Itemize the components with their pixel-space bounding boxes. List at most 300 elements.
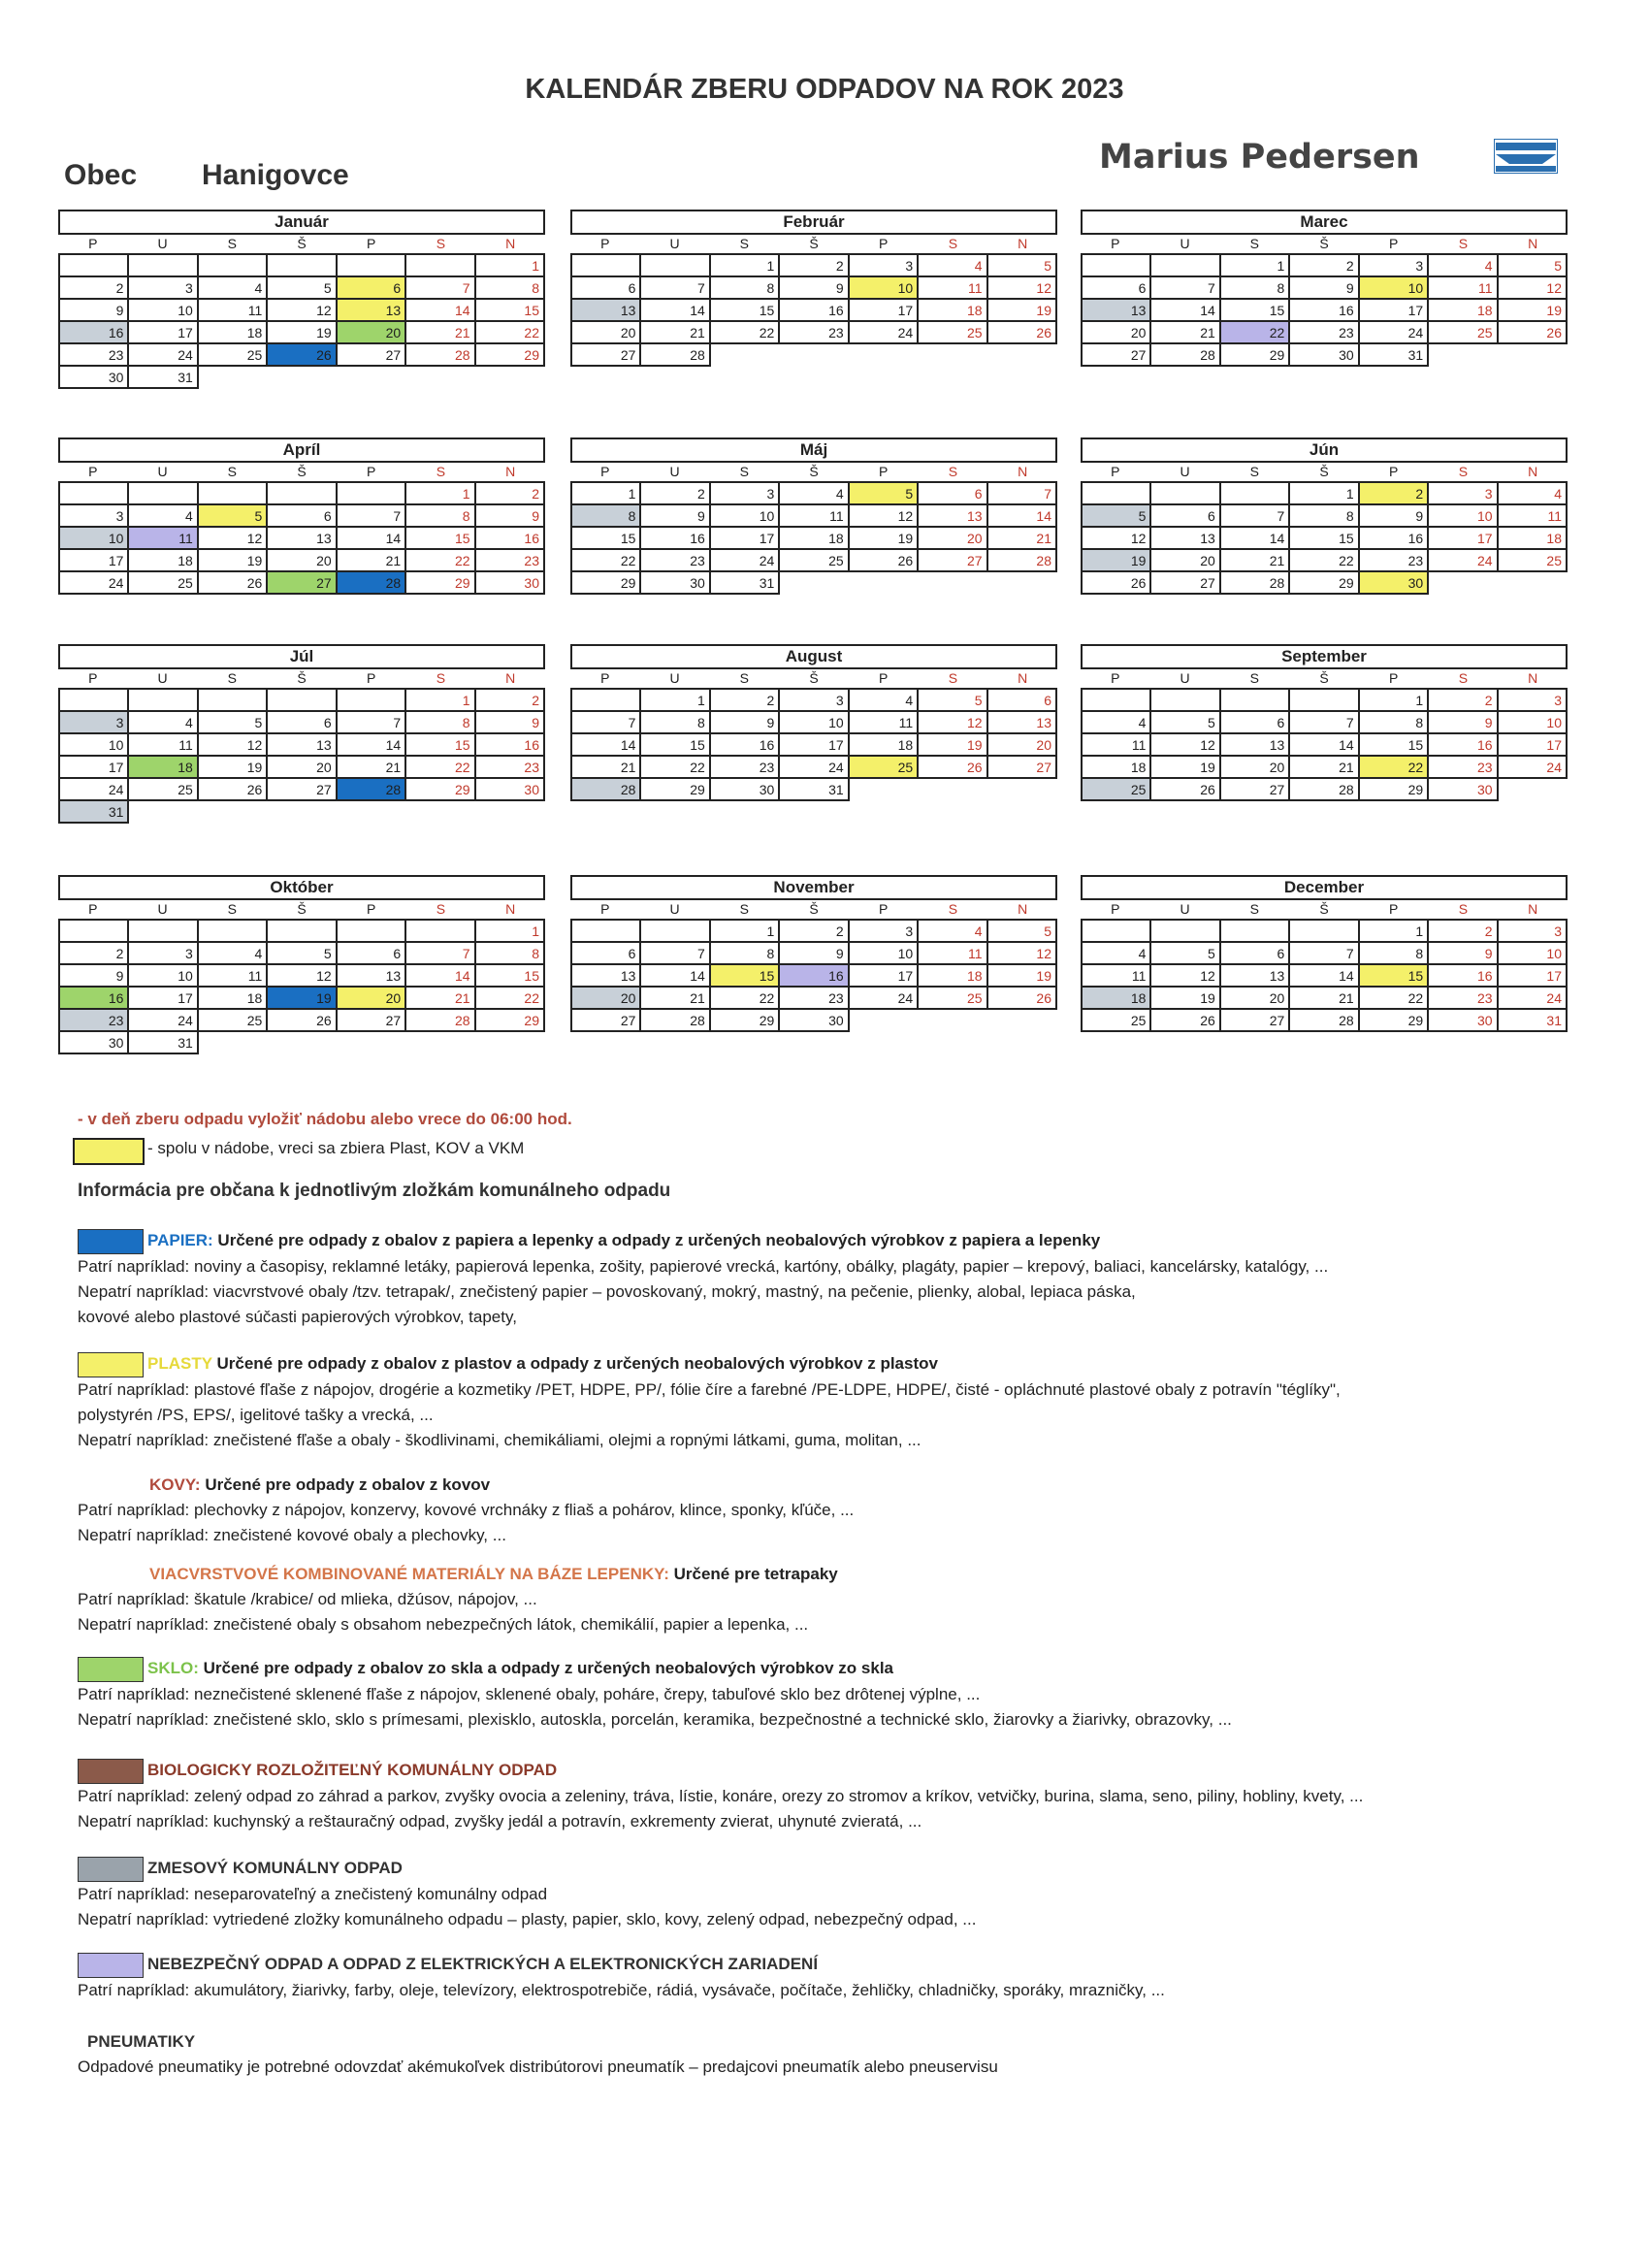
day-cell: 12 [1151, 734, 1220, 757]
empty-cell [60, 690, 129, 712]
day-cell: 4 [850, 690, 919, 712]
weekday-header [1081, 900, 1568, 919]
weekday-label: U [157, 901, 168, 917]
day-cell: 7 [1290, 712, 1359, 734]
weekday-label: Š [1319, 464, 1329, 479]
day-cell: 16 [711, 734, 780, 757]
weekday-header [58, 463, 545, 481]
day-cell: 22 [1360, 757, 1429, 779]
day-cell: 3 [1360, 255, 1429, 277]
day-cell: 26 [268, 344, 337, 367]
day-cell: 20 [268, 757, 337, 779]
day-cell: 20 [268, 550, 337, 572]
month-0 [58, 210, 545, 389]
day-cell: 12 [988, 277, 1057, 300]
day-cell: 28 [338, 779, 406, 801]
section-label: PNEUMATIKY [87, 2032, 196, 2051]
day-cell: 21 [406, 988, 475, 1010]
weekday-label: Š [297, 670, 307, 686]
weekday-header [570, 235, 1057, 253]
day-cell: 9 [641, 505, 710, 528]
day-cell: 3 [60, 712, 129, 734]
day-cell: 21 [1290, 988, 1359, 1010]
weekday-label: S [1249, 236, 1259, 251]
empty-cell [1221, 690, 1290, 712]
section-line: Nepatrí napríklad: znečistené sklo, sklo s prímesami, plexisklo, autoskla, porcelán, keramika, bezpečnostné a technické sklo, žiarovky a žiarivky, obrazovky, ... [78, 1709, 1232, 1729]
weekday-label: P [1389, 464, 1399, 479]
day-cell: 13 [988, 712, 1057, 734]
day-cell: 14 [1221, 528, 1290, 550]
day-cell: 6 [572, 943, 641, 965]
empty-cell [199, 921, 268, 943]
day-cell: 23 [1290, 322, 1359, 344]
day-cell: 28 [641, 1010, 710, 1032]
empty-cell [199, 690, 268, 712]
day-cell: 11 [919, 277, 987, 300]
day-cell: 20 [338, 322, 406, 344]
month-name: Marec [1081, 210, 1568, 235]
day-cell: 10 [1429, 505, 1498, 528]
section-color-swatch [78, 1857, 144, 1882]
day-cell: 24 [129, 1010, 198, 1032]
day-cell: 17 [60, 550, 129, 572]
day-cell: 24 [850, 988, 919, 1010]
day-cell: 9 [1429, 712, 1498, 734]
day-cell: 22 [406, 550, 475, 572]
day-cell: 9 [1290, 277, 1359, 300]
day-cell: 14 [406, 965, 475, 988]
day-cell: 22 [1360, 988, 1429, 1010]
empty-cell [1083, 690, 1151, 712]
weekday-label: S [227, 670, 237, 686]
month-name: Október [58, 875, 545, 900]
day-cell: 25 [1429, 322, 1498, 344]
day-cell: 3 [60, 505, 129, 528]
day-cell: 28 [1151, 344, 1220, 367]
day-cell: 28 [406, 344, 475, 367]
day-cell: 3 [1429, 483, 1498, 505]
empty-cell [268, 690, 337, 712]
day-cell: 25 [850, 757, 919, 779]
day-cell: 6 [572, 277, 641, 300]
month-days [570, 253, 1057, 367]
day-cell: 2 [1360, 483, 1429, 505]
section-color-swatch [78, 1352, 144, 1377]
day-cell: 8 [1221, 277, 1290, 300]
weekday-label: U [157, 670, 168, 686]
weekday-label: P [600, 670, 610, 686]
day-cell: 30 [476, 572, 545, 595]
day-cell: 2 [1290, 255, 1359, 277]
weekday-label: U [1180, 670, 1190, 686]
day-cell: 28 [641, 344, 710, 367]
weekday-label: S [1249, 901, 1259, 917]
weekday-label: S [227, 901, 237, 917]
day-cell: 4 [199, 943, 268, 965]
weekday-label: P [1111, 670, 1120, 686]
weekday-label: P [1111, 464, 1120, 479]
day-cell: 18 [919, 965, 987, 988]
day-cell: 31 [60, 801, 129, 824]
weekday-label: P [879, 464, 889, 479]
day-cell: 23 [60, 344, 129, 367]
day-cell: 25 [199, 1010, 268, 1032]
weekday-label: S [739, 670, 749, 686]
day-cell: 16 [60, 322, 129, 344]
day-cell: 9 [476, 505, 545, 528]
day-cell: 30 [60, 1032, 129, 1054]
month-1 [570, 210, 1057, 367]
day-cell: 7 [338, 712, 406, 734]
day-cell: 13 [338, 300, 406, 322]
day-cell: 3 [850, 921, 919, 943]
section-heading [78, 1228, 1591, 1254]
empty-cell [338, 483, 406, 505]
day-cell: 17 [1499, 734, 1568, 757]
day-cell: 17 [129, 988, 198, 1010]
day-cell: 12 [1151, 965, 1220, 988]
day-cell: 22 [711, 988, 780, 1010]
day-cell: 31 [1360, 344, 1429, 367]
day-cell: 13 [1221, 734, 1290, 757]
day-cell: 6 [338, 277, 406, 300]
waste-section [78, 2029, 1591, 2080]
day-cell: 29 [711, 1010, 780, 1032]
day-cell: 5 [268, 277, 337, 300]
day-cell: 8 [1290, 505, 1359, 528]
day-cell: 19 [1083, 550, 1151, 572]
weekday-label: P [600, 236, 610, 251]
day-cell: 21 [988, 528, 1057, 550]
empty-cell [572, 690, 641, 712]
day-cell: 25 [129, 572, 198, 595]
day-cell: 20 [572, 988, 641, 1010]
day-cell: 6 [338, 943, 406, 965]
day-cell: 29 [641, 779, 710, 801]
day-cell: 26 [988, 322, 1057, 344]
day-cell: 27 [1151, 572, 1220, 595]
day-cell: 5 [1151, 943, 1220, 965]
day-cell: 14 [406, 300, 475, 322]
day-cell: 9 [60, 965, 129, 988]
month-days [1081, 253, 1568, 367]
weekday-label: Š [1319, 670, 1329, 686]
day-cell: 13 [338, 965, 406, 988]
day-cell: 28 [572, 779, 641, 801]
day-cell: 21 [338, 550, 406, 572]
village-name: Hanigovce [202, 159, 349, 191]
month-name: November [570, 875, 1057, 900]
day-cell: 18 [129, 550, 198, 572]
month-name: Február [570, 210, 1057, 235]
weekday-label: N [1528, 236, 1538, 251]
day-cell: 29 [1360, 1010, 1429, 1032]
empty-cell [268, 483, 337, 505]
empty-cell [199, 483, 268, 505]
day-cell: 12 [199, 528, 268, 550]
section-color-swatch [78, 1229, 144, 1254]
empty-cell [1083, 255, 1151, 277]
day-cell: 25 [1499, 550, 1568, 572]
day-cell: 14 [988, 505, 1057, 528]
day-cell: 3 [1499, 921, 1568, 943]
day-cell: 20 [1221, 988, 1290, 1010]
weekday-label: S [948, 901, 958, 917]
day-cell: 18 [129, 757, 198, 779]
month-8 [1081, 644, 1568, 801]
day-cell: 6 [268, 712, 337, 734]
empty-cell [268, 255, 337, 277]
day-cell: 16 [476, 734, 545, 757]
day-cell: 14 [1290, 734, 1359, 757]
day-cell: 24 [850, 322, 919, 344]
month-days [58, 481, 545, 595]
section-heading [78, 1758, 1591, 1784]
day-cell: 12 [988, 943, 1057, 965]
day-cell: 18 [199, 988, 268, 1010]
month-name: December [1081, 875, 1568, 900]
weekday-label: P [88, 901, 98, 917]
day-cell: 18 [1083, 757, 1151, 779]
day-cell: 12 [850, 505, 919, 528]
day-cell: 6 [1083, 277, 1151, 300]
weekday-label: U [1180, 464, 1190, 479]
day-cell: 14 [338, 528, 406, 550]
section-line: kovové alebo plastové súčasti papierových výrobkov, tapety, [78, 1307, 517, 1326]
day-cell: 3 [850, 255, 919, 277]
section-line: Patrí napríklad: škatule /krabice/ od mlieka, džúsov, nápojov, ... [78, 1590, 537, 1608]
weekday-label: S [1458, 670, 1469, 686]
day-cell: 10 [129, 965, 198, 988]
weekday-label: N [505, 901, 516, 917]
weekday-label: S [436, 901, 446, 917]
day-cell: 24 [1499, 988, 1568, 1010]
day-cell: 24 [711, 550, 780, 572]
section-heading [78, 1952, 1591, 1978]
weekday-label: S [227, 236, 237, 251]
day-cell: 27 [268, 779, 337, 801]
weekday-label: N [1018, 236, 1028, 251]
section-line: Patrí napríklad: plastové fľaše z nápojov, drogérie a kozmetiky /PET, HDPE, PP/, fólie číre a farebné /PE-LDPE, HDPE/, čisté - opláchnuté plastové obaly z potravín "téglíky", [78, 1379, 1341, 1399]
day-cell: 14 [1290, 965, 1359, 988]
month-name: Január [58, 210, 545, 235]
day-cell: 4 [1083, 943, 1151, 965]
day-cell: 13 [268, 734, 337, 757]
day-cell: 21 [641, 988, 710, 1010]
day-cell: 28 [988, 550, 1057, 572]
empty-cell [60, 255, 129, 277]
day-cell: 28 [1290, 1010, 1359, 1032]
weekday-label: U [157, 236, 168, 251]
day-cell: 4 [199, 277, 268, 300]
day-cell: 27 [1221, 779, 1290, 801]
section-heading [78, 1656, 1591, 1682]
weekday-header [58, 900, 545, 919]
month-7 [570, 644, 1057, 801]
month-5 [1081, 437, 1568, 595]
day-cell: 3 [129, 277, 198, 300]
day-cell: 22 [572, 550, 641, 572]
month-days [570, 919, 1057, 1032]
day-cell: 15 [476, 965, 545, 988]
day-cell: 11 [1429, 277, 1498, 300]
empty-cell [1151, 255, 1220, 277]
section-line: Patrí napríklad: noviny a časopisy, reklamné letáky, papierová lepenka, zošity, papierové vrecká, kartóny, obálky, plagáty, papier – krepový, baliaci, kancelársky, katalógy, ... [78, 1256, 1329, 1276]
day-cell: 16 [476, 528, 545, 550]
day-cell: 22 [711, 322, 780, 344]
weekday-label: Š [809, 236, 819, 251]
empty-cell [1083, 483, 1151, 505]
day-cell: 1 [406, 483, 475, 505]
day-cell: 18 [1499, 528, 1568, 550]
day-cell: 25 [1083, 1010, 1151, 1032]
day-cell: 29 [1360, 779, 1429, 801]
month-days [58, 253, 545, 389]
day-cell: 22 [476, 322, 545, 344]
day-cell: 2 [476, 690, 545, 712]
month-9 [58, 875, 545, 1054]
section-line: Patrí napríklad: plechovky z nápojov, konzervy, kovové vrchnáky z fliaš a pohárov, klince, sponky, kľúče, ... [78, 1501, 855, 1519]
section-title: Určené pre odpady z obalov z plastov a odpady z určených neobalových výrobkov z plastov [216, 1354, 938, 1373]
day-cell: 12 [268, 300, 337, 322]
day-cell: 11 [129, 528, 198, 550]
day-cell: 15 [1360, 734, 1429, 757]
day-cell: 1 [476, 921, 545, 943]
day-cell: 6 [1221, 943, 1290, 965]
weekday-label: N [1018, 901, 1028, 917]
section-line: Nepatrí napríklad: kuchynský a reštauračný odpad, zvyšky jedál a potravín, exkrementy zvierat, uhynuté zvieratá, ... [78, 1811, 922, 1831]
day-cell: 24 [1360, 322, 1429, 344]
empty-cell [199, 255, 268, 277]
weekday-header [570, 900, 1057, 919]
month-days [1081, 688, 1568, 801]
day-cell: 26 [268, 1010, 337, 1032]
day-cell: 1 [1221, 255, 1290, 277]
day-cell: 10 [60, 734, 129, 757]
day-cell: 7 [1151, 277, 1220, 300]
day-cell: 4 [129, 712, 198, 734]
day-cell: 5 [919, 690, 987, 712]
day-cell: 2 [60, 277, 129, 300]
day-cell: 30 [641, 572, 710, 595]
empty-cell [1221, 921, 1290, 943]
day-cell: 17 [60, 757, 129, 779]
day-cell: 30 [60, 367, 129, 389]
section-line: Nepatrí napríklad: vytriedené zložky komunálneho odpadu – plasty, papier, sklo, kovy, zelený odpad, nebezpečný odpad, ... [78, 1909, 977, 1928]
day-cell: 30 [1360, 572, 1429, 595]
weekday-label: P [367, 236, 376, 251]
company-logo-icon [1494, 139, 1558, 174]
day-cell: 7 [406, 277, 475, 300]
day-cell: 20 [572, 322, 641, 344]
day-cell: 5 [199, 712, 268, 734]
day-cell: 24 [60, 572, 129, 595]
day-cell: 10 [1499, 712, 1568, 734]
day-cell: 5 [850, 483, 919, 505]
section-line: Nepatrí napríklad: znečistené kovové obaly a plechovky, ... [78, 1526, 506, 1544]
day-cell: 25 [1083, 779, 1151, 801]
day-cell: 5 [988, 921, 1057, 943]
section-label: NEBEZPEČNÝ ODPAD A ODPAD Z ELEKTRICKÝCH A ELEKTRONICKÝCH ZARIADENÍ [147, 1955, 819, 1973]
month-11 [1081, 875, 1568, 1032]
day-cell: 12 [268, 965, 337, 988]
month-days [1081, 481, 1568, 595]
day-cell: 8 [406, 712, 475, 734]
day-cell: 13 [268, 528, 337, 550]
day-cell: 15 [406, 528, 475, 550]
day-cell: 15 [572, 528, 641, 550]
weekday-label: P [1111, 901, 1120, 917]
weekday-label: Š [809, 670, 819, 686]
day-cell: 21 [406, 322, 475, 344]
section-heading [78, 1473, 1591, 1498]
day-cell: 30 [1290, 344, 1359, 367]
weekday-label: Š [297, 901, 307, 917]
day-cell: 11 [1083, 965, 1151, 988]
day-cell: 19 [919, 734, 987, 757]
day-cell: 27 [338, 344, 406, 367]
day-cell: 22 [406, 757, 475, 779]
day-cell: 10 [1360, 277, 1429, 300]
day-cell: 29 [476, 1010, 545, 1032]
day-cell: 8 [641, 712, 710, 734]
day-cell: 14 [572, 734, 641, 757]
day-cell: 25 [129, 779, 198, 801]
day-cell: 21 [641, 322, 710, 344]
day-cell: 8 [476, 277, 545, 300]
collection-time-note: - v deň zberu odpadu vyložiť nádobu alebo vrece do 06:00 hod. [78, 1110, 572, 1128]
day-cell: 24 [1499, 757, 1568, 779]
month-name: Máj [570, 437, 1057, 463]
day-cell: 10 [711, 505, 780, 528]
obec-label: Obec [64, 159, 138, 191]
day-cell: 26 [850, 550, 919, 572]
day-cell: 26 [1083, 572, 1151, 595]
day-cell: 12 [199, 734, 268, 757]
weekday-label: S [1458, 236, 1469, 251]
day-cell: 15 [1221, 300, 1290, 322]
day-cell: 9 [476, 712, 545, 734]
day-cell: 20 [919, 528, 987, 550]
weekday-label: Š [1319, 901, 1329, 917]
waste-section [78, 1473, 1591, 1548]
day-cell: 27 [1083, 344, 1151, 367]
day-cell: 26 [988, 988, 1057, 1010]
empty-cell [641, 255, 710, 277]
day-cell: 23 [780, 988, 849, 1010]
weekday-label: Š [297, 236, 307, 251]
weekday-label: S [948, 670, 958, 686]
day-cell: 26 [1151, 1010, 1220, 1032]
day-cell: 5 [1083, 505, 1151, 528]
weekday-label: P [1389, 670, 1399, 686]
day-cell: 10 [780, 712, 849, 734]
day-cell: 2 [60, 943, 129, 965]
weekday-header [1081, 235, 1568, 253]
day-cell: 22 [1290, 550, 1359, 572]
day-cell: 27 [919, 550, 987, 572]
day-cell: 17 [129, 322, 198, 344]
day-cell: 23 [780, 322, 849, 344]
section-color-swatch [78, 1953, 144, 1978]
day-cell: 25 [780, 550, 849, 572]
day-cell: 30 [780, 1010, 849, 1032]
day-cell: 28 [1290, 779, 1359, 801]
weekday-label: S [739, 464, 749, 479]
day-cell: 17 [780, 734, 849, 757]
weekday-header [58, 235, 545, 253]
day-cell: 29 [572, 572, 641, 595]
